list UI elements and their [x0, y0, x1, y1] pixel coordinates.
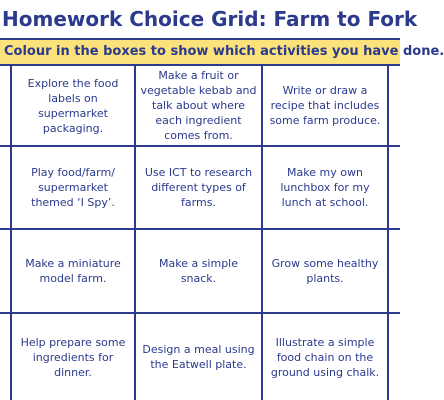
- activity-cell[interactable]: Make my own lunchbox for my lunch at school.: [280, 166, 370, 209]
- instruction-banner: Colour in the boxes to show which activities you have done.: [0, 38, 400, 66]
- activity-cell[interactable]: Use ICT to research different types of farms.: [144, 166, 253, 209]
- activity-cell[interactable]: Grow some healthy plants.: [271, 257, 379, 285]
- activity-cell[interactable]: Play food/farm/ supermarket themed ‘I Spy’.: [31, 166, 115, 209]
- grid-line: [387, 66, 389, 400]
- activity-cell[interactable]: Make a miniature model farm.: [25, 257, 121, 285]
- activity-cell[interactable]: Make a simple snack.: [158, 257, 239, 285]
- activity-cell[interactable]: Explore the food labels on supermarket packaging.: [27, 76, 119, 135]
- activity-cell[interactable]: Write or draw a recipe that includes some farm produce.: [269, 84, 381, 127]
- activity-cell[interactable]: Help prepare some ingredients for dinner.: [20, 335, 126, 379]
- page-title: Homework Choice Grid: Farm to Fork: [0, 0, 400, 38]
- activity-grid: [0, 66, 400, 400]
- activity-cell[interactable]: Make a fruit or vegetable kebab and talk about where each ingredient comes from.: [140, 69, 257, 142]
- activity-cell[interactable]: Design a meal using the Eatwell plate.: [142, 343, 255, 371]
- activity-cell[interactable]: Illustrate a simple food chain on the ground using chalk.: [270, 335, 380, 379]
